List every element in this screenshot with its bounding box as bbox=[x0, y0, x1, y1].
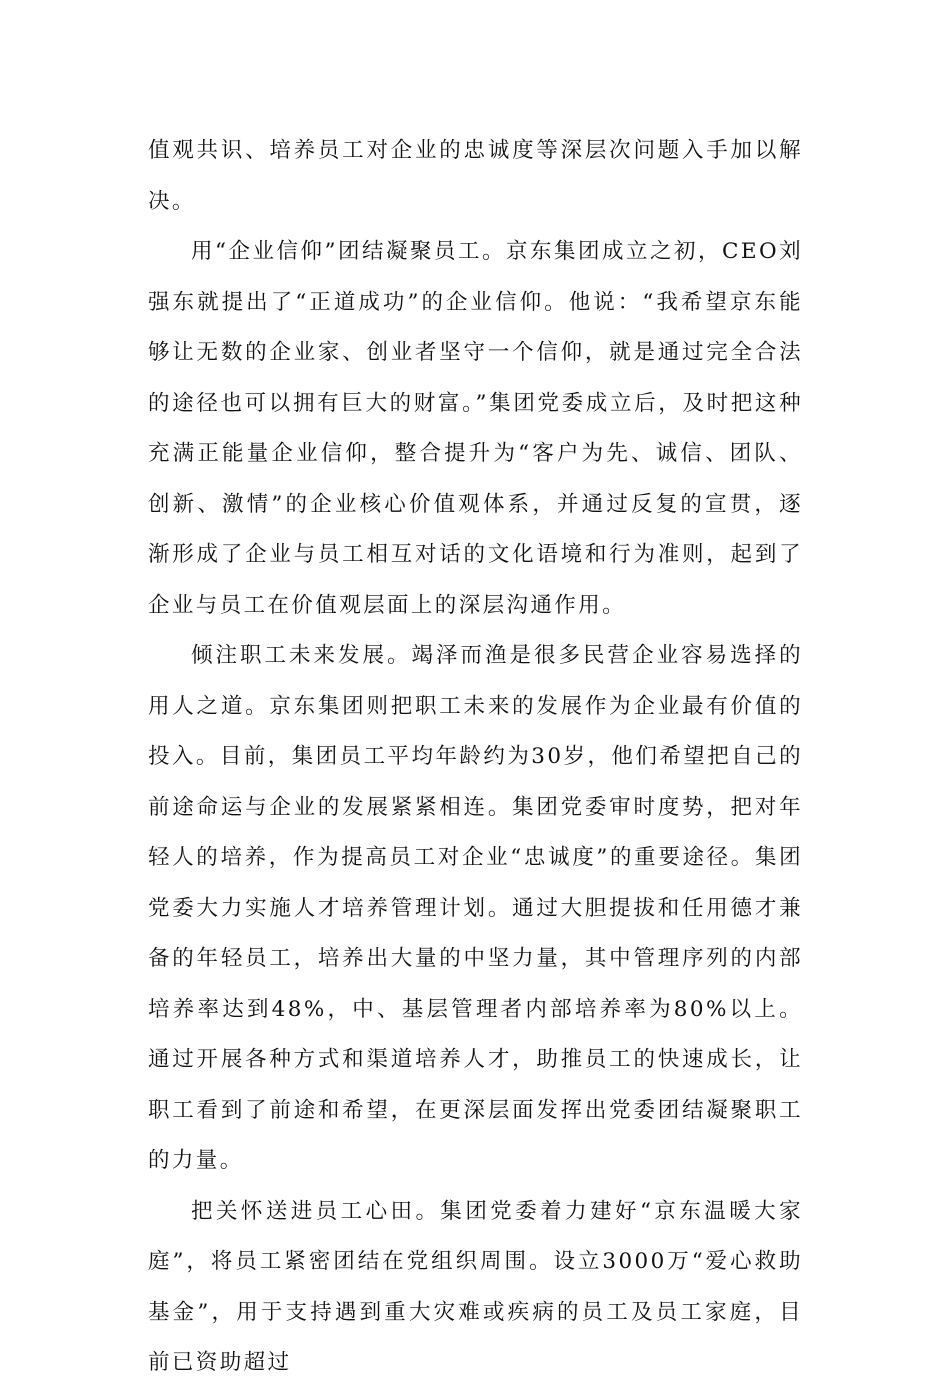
paragraph-3: 倾注职工未来发展。竭泽而渔是很多民营企业容易选择的用人之道。京东集团则把职工未来的发展作为企业最有价值的投入。目前，集团员工平均年龄约为30岁，他们希望把自己的前途命运与企业的发展紧紧相连。集团党委审时度势，把对年轻人的培养，作为提高员工对企业“忠诚度”的重要途径。集团党委大力实施人才培养管理计划。通过大胆提拔和任用德才兼备的年轻员工，培养出大量的中坚力量，其中管理序列的内部培养率达到48%，中、基层管理者内部培养率为80%以上。通过开展各种方式和渠道培养人才，助推员工的快速成长，让职工看到了前途和希望，在更深层面发挥出党委团结凝聚职工的力量。 bbox=[148, 643, 803, 1173]
document-body bbox=[148, 126, 803, 1389]
paragraph-1: 值观共识、培养员工对企业的忠诚度等深层次问题入手加以解决。 bbox=[148, 138, 803, 214]
paragraph-4: 把关怀送进员工心田。集团党委着力建好“京东温暖大家庭”，将员工紧密团结在党组织周围。设立3000万“爱心救助基金”，用于支持遇到重大灾难或疾病的员工及员工家庭，目前已资助超过 bbox=[148, 1198, 803, 1375]
paragraph-2: 用“企业信仰”团结凝聚员工。京东集团成立之初，CEO刘强东就提出了“正道成功”的企业信仰。他说：“我希望京东能够让无数的企业家、创业者坚守一个信仰，就是通过完全合法的途径也可以拥有巨大的财富。”集团党委成立后，及时把这种充满正能量企业信仰，整合提升为“客户为先、诚信、团队、创新、激情”的企业核心价值观体系，并通过反复的宣贯，逐渐形成了企业与员工相互对话的文化语境和行为准则，起到了企业与员工在价值观层面上的深层沟通作用。 bbox=[148, 239, 803, 618]
